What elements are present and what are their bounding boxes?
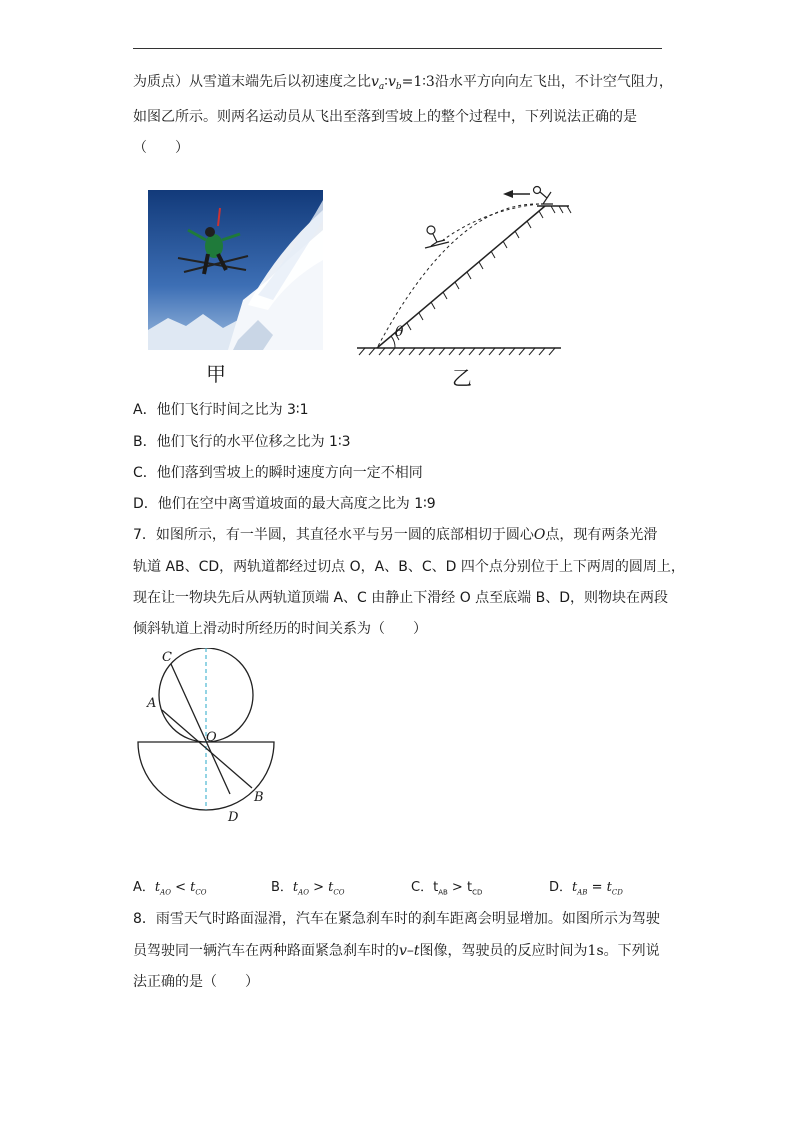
q6-option-c: C．他们落到雪坡上的瞬时速度方向一定不相同 bbox=[133, 465, 423, 481]
circle-diagram bbox=[130, 648, 280, 828]
q7-line-3: 现在让一物块先后从两轨道顶端 A、C 由静止下滑经 O 点至底端 B、D，则物块在两段 bbox=[133, 590, 669, 606]
slope-diagram bbox=[355, 182, 575, 361]
reaction-time-value: 1s bbox=[587, 943, 604, 959]
q6-option-d: D．他们在空中离雪道坡面的最大高度之比为 1∶9 bbox=[133, 496, 436, 512]
q7-option-c: C．$t_{AB} > t_{CD}$ bbox=[411, 880, 483, 897]
q8-line-3: 法正确的是（ ） bbox=[133, 974, 259, 990]
q8-line-2: 员驾驶同一辆汽车在两种路面紧急刹车时的v–t图像，驾驶员的反应时间为1s。下列说 bbox=[133, 943, 660, 959]
q7-option-d: D．$t_{AB} = t_{CD}$ bbox=[549, 880, 623, 897]
label-a: A bbox=[147, 696, 157, 711]
header-rule bbox=[133, 48, 662, 49]
q7-line-1-end: 点，现有两条光滑 bbox=[545, 527, 658, 543]
ratio-vb-sub: b bbox=[395, 82, 402, 92]
ratio-value: =1∶3 bbox=[401, 74, 435, 90]
q6-line-2: 如图乙所示。则两名运动员从飞出至落到雪坡上的整个过程中，下列说法正确的是 bbox=[133, 109, 637, 125]
ratio-vb: v bbox=[387, 74, 396, 90]
label-d: D bbox=[228, 810, 239, 825]
label-o: O bbox=[206, 730, 217, 745]
q7-line-1-text: 7．如图所示，有一半圆，其直径水平与另一圆的底部相切于圆心 bbox=[133, 527, 534, 543]
q6-line-1: 为质点）从雪道末端先后以初速度之比$v_a∶v_b=1∶3$沿水平方向向左飞出，不计空气阻力， bbox=[133, 74, 673, 92]
ratio-va: v bbox=[371, 74, 379, 90]
q7-option-b: B．$t_{AO} > t_{CO}$ bbox=[271, 880, 345, 897]
label-c: C bbox=[162, 650, 172, 665]
angle-theta-label: θ bbox=[395, 324, 404, 340]
caption-jia: 甲 bbox=[206, 362, 226, 386]
q6-option-a: A．他们飞行时间之比为 3∶1 bbox=[133, 402, 309, 418]
q6-line-3: （ ） bbox=[133, 140, 189, 156]
q7-point-o: O bbox=[533, 527, 546, 543]
ratio-va-sub: a bbox=[378, 82, 385, 92]
label-b: B bbox=[254, 790, 264, 805]
q6-line-1-text: 为质点）从雪道末端先后以初速度之比 bbox=[133, 74, 371, 90]
caption-yi: 乙 bbox=[452, 366, 472, 390]
q7-line-1 bbox=[133, 525, 657, 545]
q7-option-a: A．$t_{AO} < t_{CO}$ bbox=[133, 880, 207, 897]
q6-option-b: B．他们飞行的水平位移之比为 1∶3 bbox=[133, 434, 351, 450]
vt-graph-label: v–t bbox=[399, 943, 420, 959]
q7-line-2: 轨道 AB、CD，两轨道都经过切点 O，A、B、C、D 四个点分别位于上下两周的圆周上， bbox=[133, 559, 685, 575]
q7-line-4: 倾斜轨道上滑动时所经历的时间关系为（ ） bbox=[133, 621, 427, 637]
q6-line-1-post: 沿水平方向向左飞出，不计空气阻力， bbox=[434, 74, 673, 90]
q8-line-1: 8．雨雪天气时路面湿滑，汽车在紧急刹车时的刹车距离会明显增加。如图所示为驾驶 bbox=[133, 911, 660, 927]
skier-photo bbox=[148, 190, 323, 350]
